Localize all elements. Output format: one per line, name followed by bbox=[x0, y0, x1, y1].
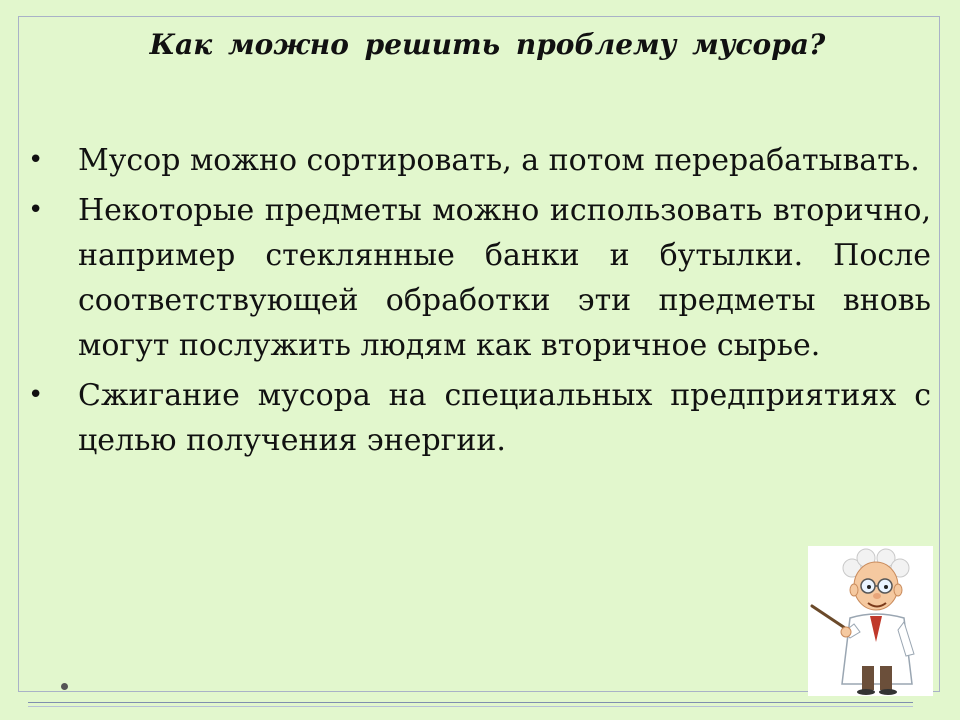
slide-title: Как можно решить проблему мусора? bbox=[149, 28, 826, 61]
bullet-marker: • bbox=[28, 145, 44, 175]
list-item-text: Сжигание мусора на специальных предприятиях с целью получения энергии. bbox=[78, 378, 931, 458]
professor-with-pointer-icon bbox=[808, 546, 933, 696]
list-item bbox=[28, 188, 931, 368]
footer-divider bbox=[28, 702, 913, 703]
footer-dot bbox=[61, 683, 68, 690]
bullet-marker: • bbox=[28, 380, 44, 410]
footer-divider-secondary bbox=[28, 706, 913, 707]
list-item-text: Некоторые предметы можно использовать вторично, например стеклянные банки и бутылки. После соответствующей обработки эти предметы вновь могут послужить людям как вторичное сырье. bbox=[78, 193, 931, 363]
bullet-marker: • bbox=[28, 195, 44, 225]
bullet-list bbox=[28, 138, 931, 468]
list-item bbox=[28, 373, 931, 463]
list-item-text: Мусор можно сортировать, а потом перерабатывать. bbox=[78, 143, 920, 178]
list-item bbox=[28, 138, 931, 183]
